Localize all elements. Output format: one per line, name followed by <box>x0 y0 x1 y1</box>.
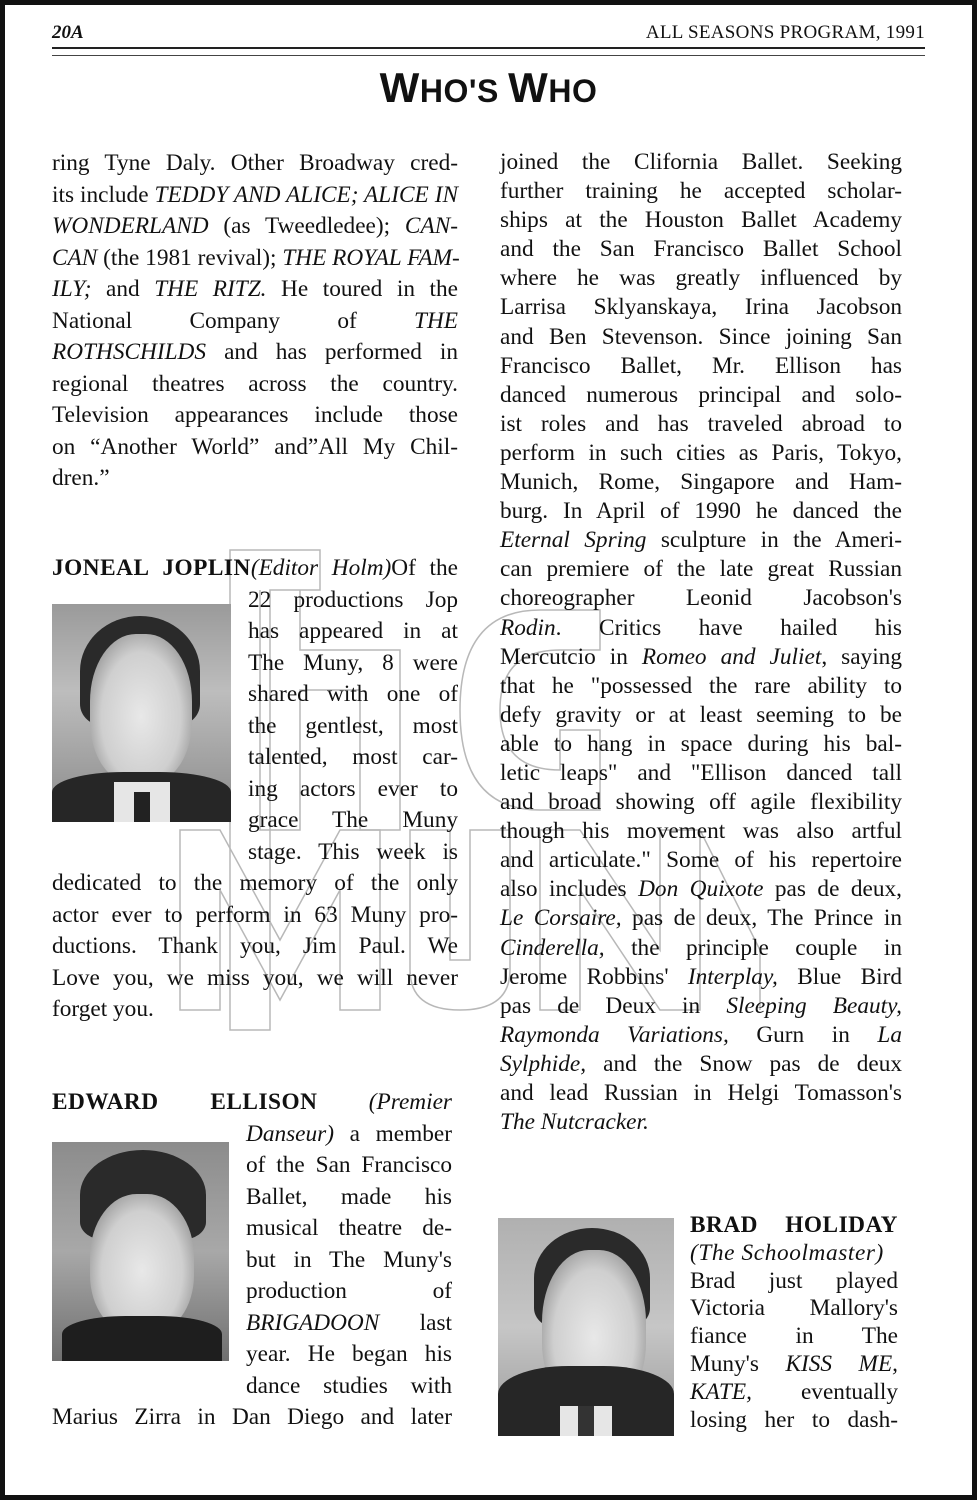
text-segment: regional theatres across the country. <box>52 370 458 397</box>
text-line <box>690 1351 898 1379</box>
text-line <box>690 1407 898 1435</box>
text-segment: able to hang in space during his bal- <box>500 730 902 757</box>
italic-title: TEDDY AND ALICE; ALICE IN <box>154 181 459 208</box>
italic-title: ILY; <box>52 276 92 302</box>
text-line <box>500 468 902 497</box>
text-segment: Gurn in <box>728 1021 878 1048</box>
text-line <box>52 211 458 243</box>
text-line <box>52 148 458 180</box>
text-segment: burg. In April of 1990 he danced the <box>500 498 902 525</box>
text-line <box>246 1371 452 1403</box>
text-segment: perform in such cities as Paris, Tokyo, <box>500 439 902 466</box>
text-line <box>500 963 902 992</box>
italic-title: Raymonda Variations, <box>500 1021 729 1048</box>
italic-title: THE RITZ. <box>154 276 267 302</box>
text-segment: Muny's <box>690 1350 786 1377</box>
text-line <box>500 817 902 846</box>
text-segment: Victoria Mallory's <box>690 1295 898 1322</box>
text-line <box>246 1276 452 1308</box>
text-segment: Television appearances include those <box>52 402 458 428</box>
text-line: shared with one of <box>248 681 458 707</box>
text-line: the gentlest, most <box>248 712 458 739</box>
italic-title: WONDERLAND <box>52 213 209 239</box>
text-segment: and Ben Stevenson. Since joining San <box>500 323 902 350</box>
text-segment: pas de deux, <box>763 876 902 903</box>
italic-title: Sylphide, <box>500 1050 587 1077</box>
text-line <box>246 1245 452 1277</box>
text-line <box>500 759 902 788</box>
bio-text: Of the <box>391 555 458 581</box>
running-header <box>52 22 925 48</box>
text-segment: defy gravity or at least seeming to be <box>500 701 902 728</box>
text-line: has appeared in at <box>248 618 458 644</box>
photo-brad-holiday <box>498 1218 674 1436</box>
text-line <box>52 432 458 464</box>
text-segment: eventually <box>751 1378 898 1405</box>
text-segment: and broad showing off agile flexibility <box>500 789 902 816</box>
text-segment: Munich, Rome, Singapore and Ham- <box>500 469 902 496</box>
text-line: grace The Muny <box>248 807 458 833</box>
text-segment: (the 1981 revival); <box>97 244 283 271</box>
text-line <box>500 584 902 613</box>
text-line <box>500 934 902 963</box>
text-line <box>500 235 902 264</box>
text-line <box>500 293 902 322</box>
text-line <box>52 369 458 401</box>
bio-brad-holiday <box>690 1212 898 1434</box>
text-segment: Mercutcio in <box>500 643 642 670</box>
text-segment: joined the Clifornia Ballet. Seeking <box>500 149 902 175</box>
text-line: Love you, we miss you, we will never <box>52 964 458 991</box>
text-line <box>500 439 902 468</box>
text-line <box>500 1108 902 1137</box>
text-segment: pas de deux, The Prince in <box>621 905 902 932</box>
italic-title: The Nutcracker. <box>500 1109 649 1136</box>
text-segment: Jerome Robbins' <box>500 963 688 990</box>
text-line <box>690 1379 898 1407</box>
italic-title: Interplay, <box>687 963 778 990</box>
text-segment: . Critics have hailed his <box>555 614 902 641</box>
text-segment: ist roles and has traveled abroad to <box>500 410 902 437</box>
text-segment: Ballet, made his <box>246 1183 452 1210</box>
text-segment: and the Snow pas de deux <box>586 1050 902 1077</box>
text-line <box>500 1021 902 1050</box>
text-segment: though his movement was also artful <box>500 818 902 845</box>
bio-wrapped-text <box>248 585 458 869</box>
text-segment: Francisco Ballet, Mr. Ellison has <box>500 352 902 379</box>
italic-title: KATE, <box>690 1378 752 1405</box>
text-segment: on “Another World” and”All My Chil- <box>52 433 458 460</box>
text-line <box>500 497 902 526</box>
text-segment: He toured in the <box>266 276 458 302</box>
header-rule-thin <box>52 55 925 56</box>
text-segment: and <box>91 276 155 302</box>
italic-title: La <box>877 1021 903 1048</box>
text-line <box>52 243 458 275</box>
text-segment: further training he accepted scholar- <box>500 178 902 205</box>
text-line <box>500 526 902 555</box>
text-segment: can premiere of the late great Russian <box>500 556 902 583</box>
text-segment: letic leaps" and "Ellison danced tall <box>500 759 902 786</box>
text-segment: and lead Russian in Helgi Tomasson's <box>500 1080 902 1106</box>
bio-text: a member <box>334 1120 452 1147</box>
header-rule-thick <box>52 47 925 49</box>
actor-name: JONEAL JOPLIN <box>52 555 251 581</box>
text-line <box>246 1150 452 1182</box>
text-line <box>52 463 458 495</box>
text-line: The Muny, 8 were <box>248 649 458 676</box>
title-cap: W <box>379 64 420 111</box>
text-line: ing actors ever to <box>248 775 458 802</box>
text-line: ductions. Thank you, Jim Paul. We <box>52 933 458 959</box>
text-line <box>246 1213 452 1245</box>
text-line <box>500 323 902 352</box>
left-column-continued-bio <box>52 148 458 495</box>
text-line <box>500 352 902 381</box>
text-line <box>500 875 902 904</box>
actor-name: EDWARD ELLISON <box>52 1089 318 1115</box>
text-segment: (as Tweedledee); <box>208 213 405 239</box>
text-segment: sculpture in the Ameri- <box>646 527 902 554</box>
bio-full-text <box>52 1402 452 1434</box>
italic-title: Rodin <box>500 614 556 641</box>
publication-title: ALL SEASONS PROGRAM, 1991 <box>645 22 925 43</box>
text-segment: that he "possessed the rare ability to <box>500 672 902 699</box>
italic-title: Sleeping Beauty, <box>726 992 902 1019</box>
bio-full-text <box>52 868 458 1026</box>
text-line <box>500 1079 902 1108</box>
text-line <box>52 400 458 432</box>
text-segment: where he was greatly influenced by <box>500 265 902 292</box>
bio-heading-line <box>690 1212 898 1240</box>
italic-title: KISS ME, <box>785 1350 898 1377</box>
text-line <box>500 672 902 701</box>
bio-wrapped-text <box>246 1119 452 1403</box>
text-line <box>500 381 902 410</box>
text-line <box>500 701 902 730</box>
text-line: forget you. <box>52 996 154 1022</box>
text-segment: its include <box>52 181 155 208</box>
text-segment: production of <box>246 1278 452 1304</box>
italic-title: CAN- <box>404 213 458 239</box>
text-line <box>52 306 458 338</box>
italic-title: ROTHSCHILDS <box>52 339 207 365</box>
text-segment: choreographer Leonid Jacobson's <box>500 585 902 612</box>
photo-joneal-joplin <box>52 604 231 822</box>
italic-title: Romeo and Juliet <box>641 643 822 670</box>
actor-name: BRAD HOLIDAY <box>690 1212 898 1238</box>
text-segment: pas de Deux in <box>500 992 727 1019</box>
text-segment: danced numerous principal and solo- <box>500 381 902 408</box>
text-line <box>52 180 458 212</box>
actor-role: (The Schoolmaster) <box>690 1239 884 1266</box>
text-segment: Larrisa Sklyanskaya, Irina Jacobson <box>500 294 902 321</box>
text-segment: but in The Muny's <box>246 1246 452 1273</box>
text-segment: Brad just played <box>690 1267 898 1294</box>
text-line <box>246 1339 452 1371</box>
italic-title: THE <box>413 307 458 334</box>
text-line <box>52 337 458 369</box>
text-line <box>500 1050 902 1079</box>
page-number: 20A <box>52 22 84 43</box>
right-column-bio-continued <box>500 148 902 1137</box>
text-line <box>246 1308 452 1340</box>
text-segment: , saying <box>821 643 902 670</box>
text-line <box>500 264 902 293</box>
text-segment: dance studies with <box>246 1372 452 1399</box>
text-line: Marius Zirra in Dan Diego and later <box>52 1404 452 1430</box>
text-line: actor ever to perform in 63 Muny pro- <box>52 901 458 928</box>
actor-role: (Premier <box>368 1089 452 1115</box>
text-segment: also includes <box>500 876 639 903</box>
text-line <box>500 788 902 817</box>
text-line <box>690 1295 898 1323</box>
text-segment: losing her to dash- <box>690 1406 898 1433</box>
text-line <box>500 846 902 875</box>
text-segment: and has performed in <box>206 339 458 365</box>
text-segment: year. He began his <box>246 1341 452 1367</box>
text-segment: ships at the Houston Ballet Academy <box>500 207 902 234</box>
text-segment: and the San Francisco Ballet School <box>500 236 902 263</box>
title-rest: HO'S <box>419 73 509 109</box>
text-segment: last <box>379 1309 452 1336</box>
photo-edward-ellison <box>52 1142 229 1361</box>
italic-title: BRIGADOON <box>246 1309 380 1336</box>
bio-heading-line <box>52 1087 452 1119</box>
bio-heading-line <box>52 553 458 585</box>
italic-title: Don Quixote <box>638 876 764 903</box>
text-line <box>500 177 902 206</box>
text-line <box>500 992 902 1021</box>
italic-title: Cinderella, <box>500 934 605 961</box>
text-line <box>690 1323 898 1351</box>
text-line <box>500 555 902 584</box>
italic-title: Le Corsaire, <box>500 905 622 932</box>
title-cap: W <box>508 64 549 111</box>
text-line <box>246 1182 452 1214</box>
actor-role: Danseur) <box>246 1120 335 1147</box>
text-line <box>500 410 902 439</box>
text-line: 22 productions Jop <box>248 586 458 613</box>
text-line <box>500 148 902 177</box>
italic-title: Eternal Spring <box>500 527 647 554</box>
text-segment: National Company of <box>52 307 414 334</box>
text-line <box>500 904 902 933</box>
actor-role: (Editor Holm) <box>250 555 392 581</box>
text-line: dedicated to the memory of the only <box>52 870 458 896</box>
text-segment: Blue Bird <box>777 963 902 990</box>
text-line: talented, most car- <box>248 744 458 770</box>
text-segment: dren.” <box>52 465 110 491</box>
text-segment: ring Tyne Daly. Other Broadway cred- <box>52 150 458 176</box>
text-segment: the principle couple in <box>604 934 902 961</box>
text-line <box>52 274 458 306</box>
text-line <box>500 730 902 759</box>
text-segment: fiance in The <box>690 1323 898 1350</box>
text-segment: and articulate." Some of his repertoire <box>500 847 902 874</box>
text-line <box>690 1268 898 1296</box>
italic-title: CAN <box>52 244 98 271</box>
page-title <box>0 64 977 112</box>
text-line <box>500 614 902 643</box>
italic-title: THE ROYAL FAM- <box>282 244 460 271</box>
text-segment: musical theatre de- <box>246 1215 452 1241</box>
text-line <box>500 643 902 672</box>
text-line: stage. This week is <box>248 838 458 865</box>
title-rest: HO <box>548 73 598 109</box>
text-segment: of the San Francisco <box>246 1152 452 1178</box>
text-line <box>500 206 902 235</box>
